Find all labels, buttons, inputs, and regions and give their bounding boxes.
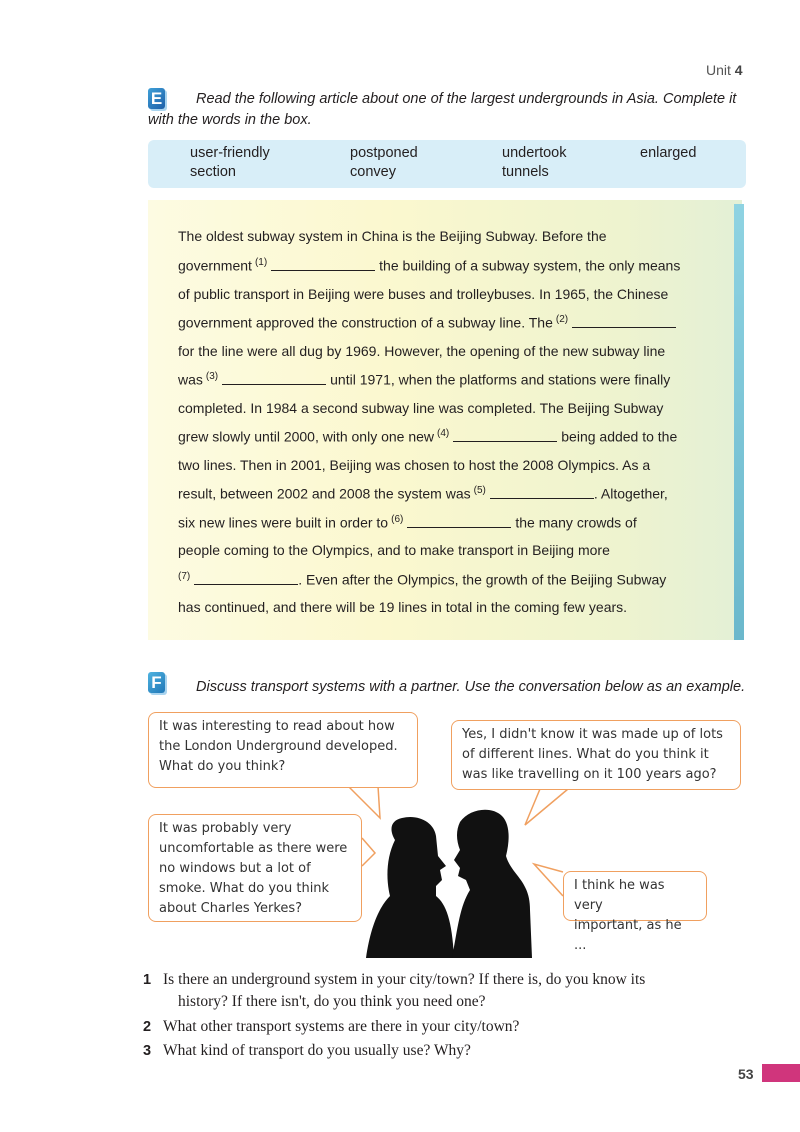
answer-blank-2[interactable] bbox=[572, 315, 676, 328]
question-2: 2 What other transport systems are there in your city/town? bbox=[143, 1018, 520, 1035]
answer-blank-1[interactable] bbox=[271, 258, 375, 271]
question-3: 3 What kind of transport do you usually use? Why? bbox=[143, 1042, 471, 1059]
article-line: The oldest subway system in China is the Beijing Subway. Before the bbox=[178, 228, 607, 244]
blank-number: (6) bbox=[391, 514, 404, 525]
word-box-item: convey bbox=[350, 164, 396, 180]
unit-label: Unit 4 bbox=[706, 62, 743, 78]
article-line: grew slowly until 2000, with only one new $^{(4)}$ being added to the bbox=[178, 428, 678, 445]
section-e-instruction-line1: Read the following article about one of the largest undergrounds in Asia. Complete it bbox=[196, 91, 737, 107]
page-number-bar bbox=[762, 1064, 800, 1082]
article-line: result, between 2002 and 2008 the system was $^{(5)}$ . Altogether, bbox=[178, 485, 668, 502]
bubble-tail-2 bbox=[525, 789, 568, 825]
word-box-item: postponed bbox=[350, 145, 418, 161]
article-line: for the line were all dug by 1969. However, the opening of the new subway line bbox=[178, 343, 666, 359]
blank-number: (4) bbox=[437, 428, 450, 439]
section-f-badge: F bbox=[148, 672, 165, 693]
article-line: completed. In 1984 a second subway line was completed. The Beijing Subway bbox=[178, 400, 664, 416]
man-silhouette-icon bbox=[452, 810, 532, 958]
section-e-badge: E bbox=[148, 88, 165, 109]
section-f-instruction: Discuss transport systems with a partner. Use the conversation below as an example. bbox=[196, 679, 746, 695]
article-line: government approved the construction of a subway line. The $^{(2)}$ bbox=[178, 314, 680, 331]
blank-number: (3) bbox=[205, 371, 219, 382]
word-box bbox=[148, 140, 746, 188]
answer-blank-3[interactable] bbox=[222, 372, 326, 385]
article-line: $^{(7)}$ . Even after the Olympics, the growth of the Beijing Subway bbox=[178, 571, 667, 588]
word-box-item: tunnels bbox=[502, 164, 549, 180]
article-line: of public transport in Beijing were buses and trolleybuses. In 1965, the Chinese bbox=[178, 286, 669, 302]
bubble-tail-3 bbox=[362, 838, 375, 866]
word-box-item: undertook bbox=[502, 145, 567, 161]
page-number: 53 bbox=[738, 1066, 754, 1082]
blank-number: (2) bbox=[555, 314, 569, 325]
section-e-instruction-line2: with the words in the box. bbox=[148, 112, 312, 128]
speech-bubble-3: It was probably very uncomfortable as there were no windows but a lot of smoke. What do you think about Charles Yerkes? bbox=[148, 814, 362, 922]
answer-blank-6[interactable] bbox=[407, 515, 511, 528]
woman-silhouette-icon bbox=[366, 817, 454, 958]
blank-number: (5) bbox=[473, 485, 486, 496]
article-line: six new lines were built in order to $^{(6)}$ the many crowds of bbox=[178, 514, 637, 531]
word-box-item: enlarged bbox=[640, 145, 697, 161]
word-box-item: section bbox=[190, 164, 236, 180]
blank-number: (1) bbox=[254, 257, 268, 268]
question-1-continued: history? If there isn't, do you think you need one? bbox=[178, 993, 486, 1010]
question-1: 1 Is there an underground system in your city/town? If there is, do you know its bbox=[143, 971, 646, 988]
word-box-item: user-friendly bbox=[190, 145, 270, 161]
answer-blank-7[interactable] bbox=[194, 572, 298, 585]
article-line: was $^{(3)}$ until 1971, when the platforms and stations were finally bbox=[178, 371, 671, 388]
blank-number: (7) bbox=[178, 571, 191, 582]
answer-blank-5[interactable] bbox=[490, 486, 594, 499]
article-line: government $^{(1)}$ the building of a subway system, the only means bbox=[178, 257, 681, 274]
bubble-tail-4 bbox=[534, 864, 563, 896]
article-line: two lines. Then in 2001, Beijing was chosen to host the 2008 Olympics. As a bbox=[178, 457, 651, 473]
article-line: people coming to the Olympics, and to make transport in Beijing more bbox=[178, 542, 610, 558]
answer-blank-4[interactable] bbox=[453, 429, 557, 442]
speech-bubble-4: I think he was very important, as he ... bbox=[563, 871, 707, 921]
speech-bubble-2: Yes, I didn't know it was made up of lots of different lines. What do you think it was like travelling on it 100 years ago? bbox=[451, 720, 741, 790]
speech-bubble-1: It was interesting to read about how the London Underground developed. What do you think? bbox=[148, 712, 418, 788]
article-panel-edge bbox=[734, 204, 744, 640]
article-line: has continued, and there will be 19 lines in total in the coming few years. bbox=[178, 599, 628, 615]
